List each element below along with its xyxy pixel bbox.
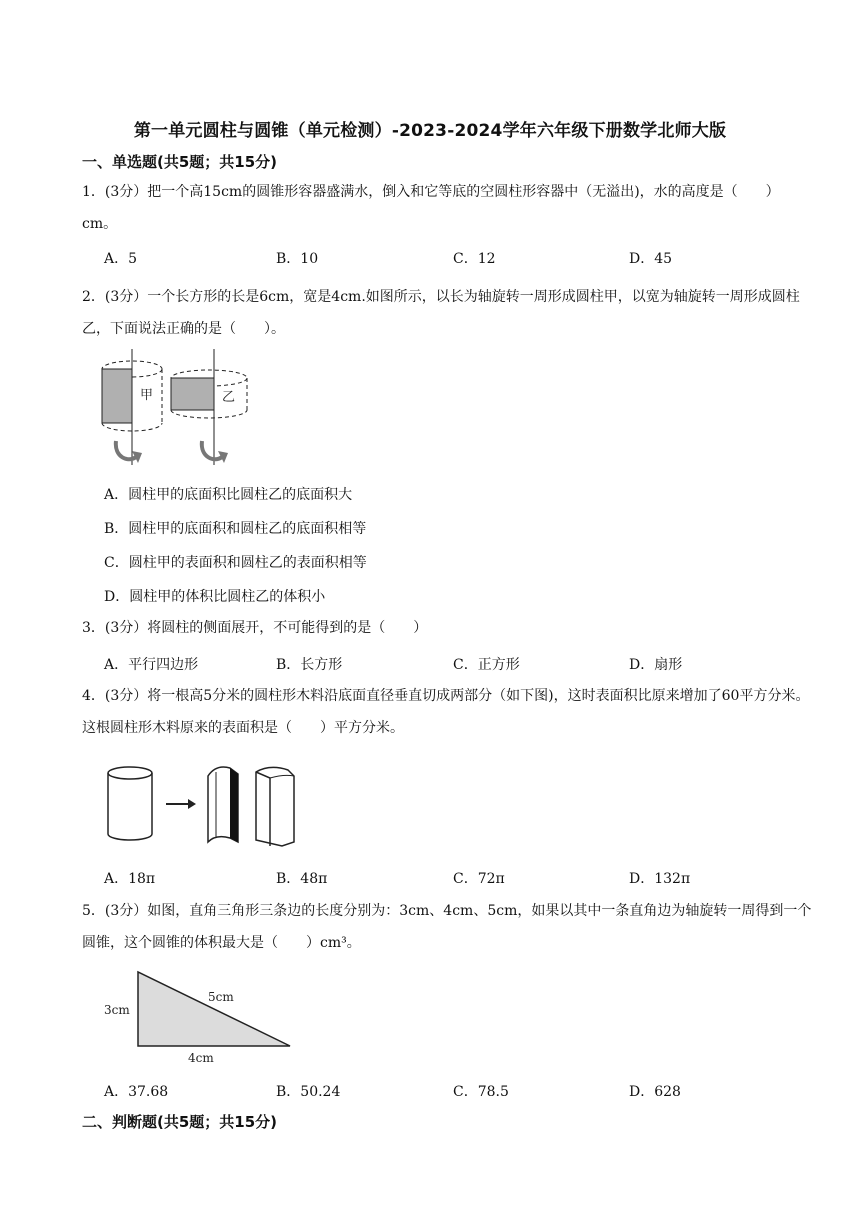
section-heading-single-choice: 一、单选题(共5题；共15分) bbox=[82, 153, 278, 171]
question-2-option-b: B．圆柱甲的底面积和圆柱乙的底面积相等 bbox=[104, 521, 367, 537]
fig-label-5cm: 5cm bbox=[208, 990, 234, 1004]
question-2-option-d: D．圆柱甲的体积比圆柱乙的体积小 bbox=[104, 589, 326, 605]
option-c: C．72π bbox=[453, 871, 505, 887]
fig-label-yi: 乙 bbox=[222, 390, 236, 405]
question-2-option-c: C．圆柱甲的表面积和圆柱乙的表面积相等 bbox=[104, 555, 367, 571]
page-title: 第一单元圆柱与圆锥（单元检测）-2023-2024学年六年级下册数学北师大版 bbox=[133, 121, 727, 141]
option-b: B．50.24 bbox=[276, 1084, 341, 1100]
fig-label-4cm: 4cm bbox=[188, 1051, 214, 1065]
option-a: A．平行四边形 bbox=[104, 657, 199, 673]
option-d: D．扇形 bbox=[629, 657, 683, 673]
cut-cylinder-figure bbox=[104, 762, 314, 850]
question-2-text: 2．(3分）一个长方形的长是6cm，宽是4cm.如图所示，以长为轴旋转一周形成圆柱甲，以宽为轴旋转一周形成圆柱乙，下面说法正确的是（ ）。 bbox=[82, 289, 800, 337]
option-b: B．48π bbox=[276, 871, 328, 887]
option-b: B．长方形 bbox=[276, 657, 343, 673]
option-d: D．628 bbox=[629, 1084, 681, 1100]
option-c: C．78.5 bbox=[453, 1084, 509, 1100]
question-4-text: 4．(3分）将一根高5分米的圆柱形木料沿底面直径垂直切成两部分（如下图)，这时表面积比原来增加了60平方分米。这根圆柱形木料原来的表面积是（ ）平方分米。 bbox=[82, 688, 810, 736]
option-c: C．12 bbox=[453, 251, 496, 267]
fig-label-jia: 甲 bbox=[140, 388, 154, 403]
question-1-text: 1．(3分）把一个高15cm的圆锥形容器盛满水，倒入和它等底的空圆柱形容器中（无溢出)，水的高度是（ ）cm。 bbox=[82, 184, 780, 232]
option-d: D．132π bbox=[629, 871, 691, 887]
right-triangle-figure bbox=[102, 968, 302, 1066]
rotating-cylinders-figure bbox=[96, 347, 256, 469]
question-3-text: 3．(3分）将圆柱的侧面展开，不可能得到的是（ ） bbox=[82, 620, 428, 636]
fig-label-3cm: 3cm bbox=[104, 1003, 130, 1017]
section-heading-true-false: 二、判断题(共5题；共15分) bbox=[82, 1113, 278, 1131]
question-3-options bbox=[104, 654, 824, 674]
question-5-text: 5．(3分）如图，直角三角形三条边的长度分别为：3cm、4cm、5cm，如果以其中一条直角边为轴旋转一周得到一个圆锥，这个圆锥的体积最大是（ ）cm³。 bbox=[82, 903, 812, 951]
question-1-options bbox=[104, 248, 824, 268]
option-c: C．正方形 bbox=[453, 657, 520, 673]
question-2-option-a: A．圆柱甲的底面积比圆柱乙的底面积大 bbox=[104, 487, 353, 503]
question-5-options bbox=[104, 1081, 824, 1101]
option-d: D．45 bbox=[629, 251, 673, 267]
option-a: A．18π bbox=[104, 871, 156, 887]
option-b: B．10 bbox=[276, 251, 319, 267]
option-a: A．5 bbox=[104, 251, 138, 267]
option-a: A．37.68 bbox=[104, 1084, 169, 1100]
question-4-options bbox=[104, 868, 824, 888]
